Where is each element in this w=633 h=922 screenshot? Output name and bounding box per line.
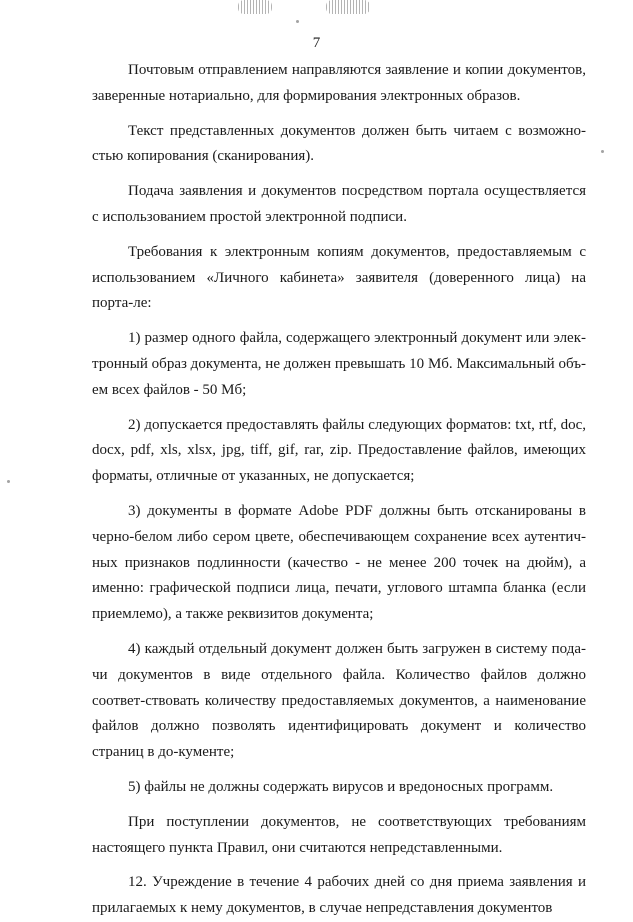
paragraph: Текст представленных документов должен быть читаем с возможно-стью копирования (сканирования). xyxy=(92,122,586,165)
document-body xyxy=(92,58,586,922)
scan-artifact xyxy=(326,0,370,14)
list-item: 1) размер одного файла, содержащего электронный документ или элек-тронный образ документа, не должен превышать 10 Мб. Максимальный объ-ем всех файлов - 50 Мб; xyxy=(92,330,586,398)
list-item: 2) допускается предоставлять файлы следующих форматов: txt, rtf, doc, docx, pdf, xls, xlsx, jpg, tiff, gif, rar, zip. Предоставление файлов, имеющих форматы, отличные от указанных, не допускается; xyxy=(92,416,586,485)
scan-artifact xyxy=(238,0,272,14)
scan-speck xyxy=(7,480,10,483)
paragraph: Требования к электронным копиям документов, предоставляемым с использованием «Личного кабинета» заявителя (доверенного лица) на порта-ле: xyxy=(92,243,586,312)
paragraph: Подача заявления и документов посредством портала осуществляется с использованием простой электронной подписи. xyxy=(92,183,586,225)
scan-speck xyxy=(601,150,604,153)
list-item: 5) файлы не должны содержать вирусов и вредоносных программ. xyxy=(128,778,554,795)
paragraph: 12. Учреждение в течение 4 рабочих дней со дня приема заявления и прилагаемых к нему документов, в случае непредставления документов xyxy=(92,874,586,917)
list-item: 4) каждый отдельный документ должен быть загружен в систему пода-чи документов в виде отдельного файла. Количество файлов должно соответ-ствовать количеству предоставляемых документов, а наименование файлов должно позволять идентифицировать документ и количество страниц в до-кументе; xyxy=(92,640,586,761)
paragraph: Почтовым отправлением направляются заявление и копии документов, заверенные нотариально, для формирования электронных образов. xyxy=(92,62,586,104)
list-item: 3) документы в формате Adobe PDF должны быть отсканированы в черно-белом либо сером цвете, обеспечивающем сохранение всех аутентич-ных признаков подлинности (качество - не менее 200 точек на дюйм), а именно: графической подписи лица, печати, углового штампа бланка (если приемлемо), а также реквизитов документа; xyxy=(92,502,586,623)
paragraph: При поступлении документов, не соответствующих требованиям настоящего пункта Правил, они считаются непредставленными. xyxy=(92,813,586,856)
page-number: 7 xyxy=(312,35,321,51)
scan-speck xyxy=(296,20,299,23)
